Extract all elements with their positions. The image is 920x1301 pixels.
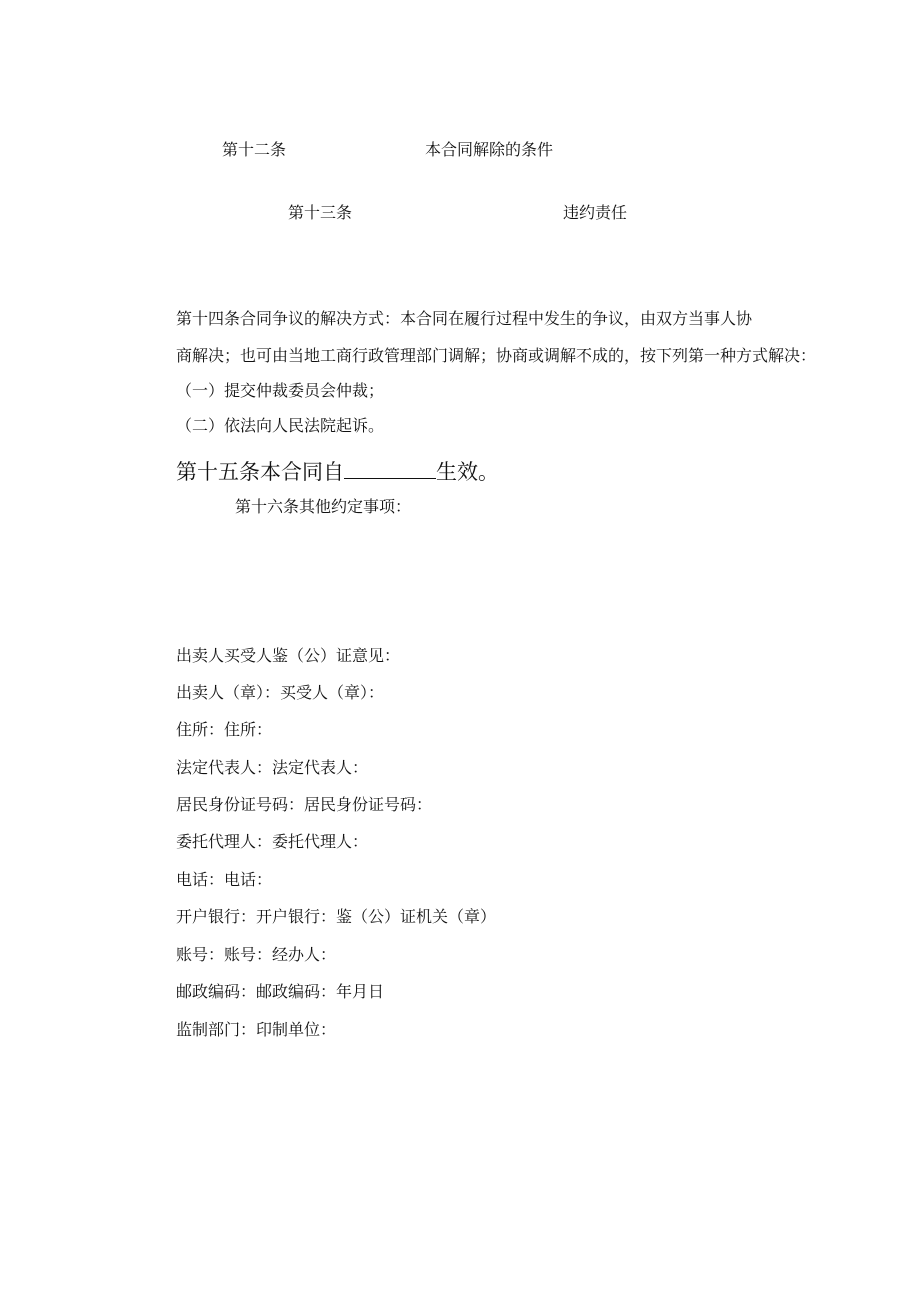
article-15-suffix: 生效。 [436,460,499,484]
signature-line: 监制部门：印制单位： [176,1020,337,1039]
signature-line: 委托代理人：委托代理人： [176,832,369,851]
signature-line: 邮政编码：邮政编码：年月日 [176,982,385,1001]
article-16: 第十六条其他约定事项： [235,497,412,516]
article-13-number: 第十三条 [288,203,353,222]
signature-line: 电话：电话： [176,870,273,889]
article-12-title: 本合同解除的条件 [425,140,554,159]
effective-date-blank[interactable] [344,458,436,479]
article-15 [176,458,499,485]
signature-line: 开户银行：开户银行：鉴（公）证机关（章） [176,907,497,926]
signature-line: 住所：住所： [176,720,273,739]
signature-line: 出卖人买受人鉴（公）证意见： [176,646,401,665]
signature-line: 居民身份证号码：居民身份证号码： [176,795,433,814]
signature-line: 账号：账号：经办人： [176,945,337,964]
article-13-title: 违约责任 [563,203,628,222]
article-12-number: 第十二条 [222,140,287,159]
article-15-prefix: 第十五条本合同自 [176,460,344,484]
article-14-line2: 商解决；也可由当地工商行政管理部门调解；协商或调解不成的，按下列第一种方式解决： [176,346,817,365]
article-14-option-2: （二）依法向人民法院起诉。 [176,416,385,435]
signature-line: 出卖人（章）：买受人（章）： [176,683,385,702]
article-14-line1: 第十四条合同争议的解决方式：本合同在履行过程中发生的争议，由双方当事人协 [176,309,753,328]
signature-line: 法定代表人：法定代表人： [176,758,369,777]
article-14-option-1: （一）提交仲裁委员会仲裁； [176,381,385,400]
